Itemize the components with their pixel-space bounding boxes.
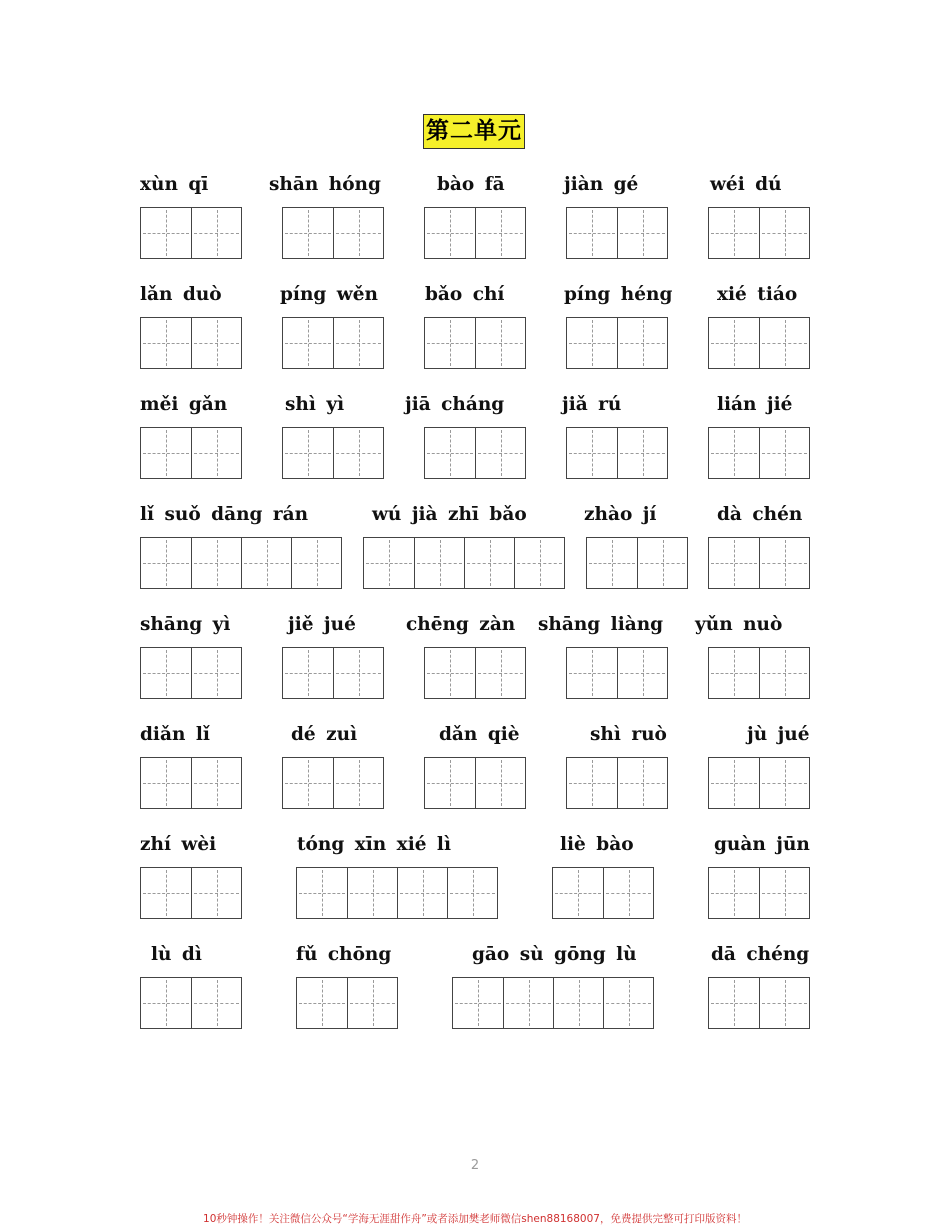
pinyin-label: diǎn lǐ bbox=[140, 724, 210, 745]
writing-cell[interactable] bbox=[141, 428, 191, 478]
writing-grid[interactable] bbox=[140, 207, 242, 259]
writing-cell[interactable] bbox=[283, 318, 333, 368]
writing-cell[interactable] bbox=[347, 978, 397, 1028]
pinyin-label: shān hóng bbox=[269, 174, 381, 195]
writing-grid[interactable] bbox=[424, 757, 526, 809]
writing-cell[interactable] bbox=[333, 428, 383, 478]
writing-cell[interactable] bbox=[347, 868, 397, 918]
pinyin-label: fǔ chōng bbox=[296, 944, 392, 965]
writing-cell[interactable] bbox=[567, 208, 617, 258]
writing-cell[interactable] bbox=[141, 868, 191, 918]
writing-cell[interactable] bbox=[709, 538, 759, 588]
pinyin-label: shì ruò bbox=[590, 724, 667, 745]
writing-cell[interactable] bbox=[617, 648, 667, 698]
writing-grid[interactable] bbox=[708, 537, 810, 589]
writing-grid[interactable] bbox=[296, 977, 398, 1029]
writing-grid[interactable] bbox=[282, 427, 384, 479]
writing-cell[interactable] bbox=[637, 538, 687, 588]
writing-cell[interactable] bbox=[475, 648, 525, 698]
writing-cell[interactable] bbox=[709, 428, 759, 478]
writing-cell[interactable] bbox=[191, 538, 241, 588]
writing-grid[interactable] bbox=[140, 977, 242, 1029]
writing-cell[interactable] bbox=[503, 978, 553, 1028]
writing-cell[interactable] bbox=[425, 428, 475, 478]
writing-cell[interactable] bbox=[759, 978, 809, 1028]
page-title: 第二单元 bbox=[423, 114, 525, 149]
pinyin-label: lián jié bbox=[717, 394, 793, 415]
writing-cell[interactable] bbox=[333, 648, 383, 698]
pinyin-label: píng héng bbox=[564, 284, 673, 305]
writing-grid[interactable] bbox=[566, 647, 668, 699]
writing-cell[interactable] bbox=[567, 648, 617, 698]
writing-grid[interactable] bbox=[140, 757, 242, 809]
writing-cell[interactable] bbox=[464, 538, 514, 588]
writing-grid[interactable] bbox=[552, 867, 654, 919]
writing-cell[interactable] bbox=[617, 208, 667, 258]
writing-cell[interactable] bbox=[425, 648, 475, 698]
writing-cell[interactable] bbox=[709, 318, 759, 368]
pinyin-label: jiā cháng bbox=[405, 394, 505, 415]
writing-grid[interactable] bbox=[566, 757, 668, 809]
writing-cell[interactable] bbox=[141, 318, 191, 368]
writing-cell[interactable] bbox=[141, 648, 191, 698]
writing-grid[interactable] bbox=[282, 317, 384, 369]
writing-cell[interactable] bbox=[475, 428, 525, 478]
writing-cell[interactable] bbox=[283, 208, 333, 258]
pinyin-label: wéi dú bbox=[710, 174, 782, 195]
pinyin-label: dǎn qiè bbox=[439, 724, 520, 745]
pinyin-label: yǔn nuò bbox=[695, 614, 783, 635]
writing-cell[interactable] bbox=[425, 758, 475, 808]
writing-cell[interactable] bbox=[709, 208, 759, 258]
writing-cell[interactable] bbox=[514, 538, 564, 588]
writing-cell[interactable] bbox=[553, 868, 603, 918]
writing-cell[interactable] bbox=[425, 208, 475, 258]
writing-grid[interactable] bbox=[708, 427, 810, 479]
writing-cell[interactable] bbox=[759, 538, 809, 588]
writing-cell[interactable] bbox=[603, 868, 653, 918]
writing-cell[interactable] bbox=[283, 428, 333, 478]
writing-cell[interactable] bbox=[617, 318, 667, 368]
pinyin-label: shāng yì bbox=[140, 614, 231, 635]
writing-cell[interactable] bbox=[297, 868, 347, 918]
writing-cell[interactable] bbox=[567, 428, 617, 478]
writing-cell[interactable] bbox=[364, 538, 414, 588]
pinyin-label: zhào jí bbox=[584, 504, 657, 525]
writing-cell[interactable] bbox=[759, 208, 809, 258]
writing-cell[interactable] bbox=[447, 868, 497, 918]
footer-note: 10秒钟操作！关注微信公众号“学海无涯甜作舟”或者添加樊老师微信shen88168007，免费提供完整可打印版资料！ bbox=[203, 1213, 747, 1225]
writing-grid[interactable] bbox=[282, 207, 384, 259]
writing-cell[interactable] bbox=[759, 648, 809, 698]
writing-grid[interactable] bbox=[708, 977, 810, 1029]
writing-cell[interactable] bbox=[475, 318, 525, 368]
pinyin-label: lǎn duò bbox=[140, 284, 222, 305]
pinyin-label: liè bào bbox=[560, 834, 634, 855]
pinyin-label: jiàn gé bbox=[564, 174, 639, 195]
writing-grid[interactable] bbox=[140, 427, 242, 479]
writing-grid[interactable] bbox=[708, 207, 810, 259]
writing-cell[interactable] bbox=[709, 648, 759, 698]
writing-cell[interactable] bbox=[191, 428, 241, 478]
writing-cell[interactable] bbox=[191, 208, 241, 258]
writing-cell[interactable] bbox=[333, 318, 383, 368]
writing-cell[interactable] bbox=[241, 538, 291, 588]
writing-cell[interactable] bbox=[759, 318, 809, 368]
writing-cell[interactable] bbox=[587, 538, 637, 588]
writing-cell[interactable] bbox=[191, 648, 241, 698]
writing-cell[interactable] bbox=[617, 428, 667, 478]
writing-grid[interactable] bbox=[586, 537, 688, 589]
pinyin-label: wú jià zhī bǎo bbox=[372, 504, 527, 525]
writing-grid[interactable] bbox=[140, 867, 242, 919]
writing-grid[interactable] bbox=[708, 867, 810, 919]
writing-cell[interactable] bbox=[759, 868, 809, 918]
writing-cell[interactable] bbox=[283, 648, 333, 698]
writing-cell[interactable] bbox=[759, 758, 809, 808]
writing-grid[interactable] bbox=[424, 317, 526, 369]
writing-cell[interactable] bbox=[191, 758, 241, 808]
writing-grid[interactable] bbox=[424, 427, 526, 479]
writing-grid[interactable] bbox=[296, 867, 498, 919]
writing-grid[interactable] bbox=[282, 647, 384, 699]
writing-cell[interactable] bbox=[283, 758, 333, 808]
pinyin-label: tóng xīn xié lì bbox=[297, 834, 451, 855]
writing-cell[interactable] bbox=[553, 978, 603, 1028]
writing-cell[interactable] bbox=[141, 208, 191, 258]
writing-cell[interactable] bbox=[191, 318, 241, 368]
pinyin-label: dé zuì bbox=[291, 724, 358, 745]
pinyin-label: píng wěn bbox=[280, 284, 378, 305]
writing-cell[interactable] bbox=[141, 758, 191, 808]
writing-grid[interactable] bbox=[140, 537, 342, 589]
writing-cell[interactable] bbox=[291, 538, 341, 588]
writing-grid[interactable] bbox=[282, 757, 384, 809]
pinyin-label: shāng liàng bbox=[538, 614, 664, 635]
writing-cell[interactable] bbox=[191, 978, 241, 1028]
writing-cell[interactable] bbox=[141, 978, 191, 1028]
writing-cell[interactable] bbox=[191, 868, 241, 918]
writing-grid[interactable] bbox=[566, 207, 668, 259]
writing-cell[interactable] bbox=[617, 758, 667, 808]
writing-cell[interactable] bbox=[397, 868, 447, 918]
writing-cell[interactable] bbox=[709, 758, 759, 808]
pinyin-label: dà chén bbox=[717, 504, 803, 525]
writing-grid[interactable] bbox=[708, 757, 810, 809]
pinyin-label: jiǎ rú bbox=[562, 394, 622, 415]
writing-cell[interactable] bbox=[603, 978, 653, 1028]
pinyin-label: xùn qī bbox=[140, 174, 209, 195]
writing-cell[interactable] bbox=[414, 538, 464, 588]
pinyin-label: gāo sù gōng lù bbox=[472, 944, 637, 965]
pinyin-label: jù jué bbox=[747, 724, 810, 745]
pinyin-label: chēng zàn bbox=[406, 614, 516, 635]
writing-grid[interactable] bbox=[708, 647, 810, 699]
writing-grid[interactable] bbox=[424, 207, 526, 259]
writing-cell[interactable] bbox=[333, 758, 383, 808]
writing-cell[interactable] bbox=[141, 538, 191, 588]
writing-cell[interactable] bbox=[709, 868, 759, 918]
pinyin-label: zhí wèi bbox=[140, 834, 217, 855]
writing-grid[interactable] bbox=[708, 317, 810, 369]
pinyin-label: bǎo chí bbox=[425, 284, 505, 305]
writing-cell[interactable] bbox=[425, 318, 475, 368]
writing-cell[interactable] bbox=[709, 978, 759, 1028]
writing-grid[interactable] bbox=[140, 317, 242, 369]
pinyin-label: jiě jué bbox=[288, 614, 356, 635]
pinyin-label: měi gǎn bbox=[140, 394, 228, 415]
writing-grid[interactable] bbox=[424, 647, 526, 699]
writing-grid[interactable] bbox=[452, 977, 654, 1029]
page-number: 2 bbox=[470, 1158, 480, 1173]
pinyin-label: xié tiáo bbox=[717, 284, 798, 305]
writing-cell[interactable] bbox=[453, 978, 503, 1028]
pinyin-label: lǐ suǒ dāng rán bbox=[140, 504, 309, 525]
writing-grid[interactable] bbox=[566, 317, 668, 369]
writing-cell[interactable] bbox=[567, 318, 617, 368]
writing-grid[interactable] bbox=[566, 427, 668, 479]
pinyin-label: shì yì bbox=[285, 394, 345, 415]
writing-cell[interactable] bbox=[759, 428, 809, 478]
pinyin-label: guàn jūn bbox=[714, 834, 810, 855]
writing-cell[interactable] bbox=[297, 978, 347, 1028]
writing-cell[interactable] bbox=[333, 208, 383, 258]
pinyin-label: lù dì bbox=[151, 944, 202, 965]
writing-cell[interactable] bbox=[475, 208, 525, 258]
writing-grid[interactable] bbox=[363, 537, 565, 589]
pinyin-label: bào fā bbox=[437, 174, 505, 195]
writing-cell[interactable] bbox=[475, 758, 525, 808]
writing-grid[interactable] bbox=[140, 647, 242, 699]
pinyin-label: dā chéng bbox=[711, 944, 810, 965]
writing-cell[interactable] bbox=[567, 758, 617, 808]
